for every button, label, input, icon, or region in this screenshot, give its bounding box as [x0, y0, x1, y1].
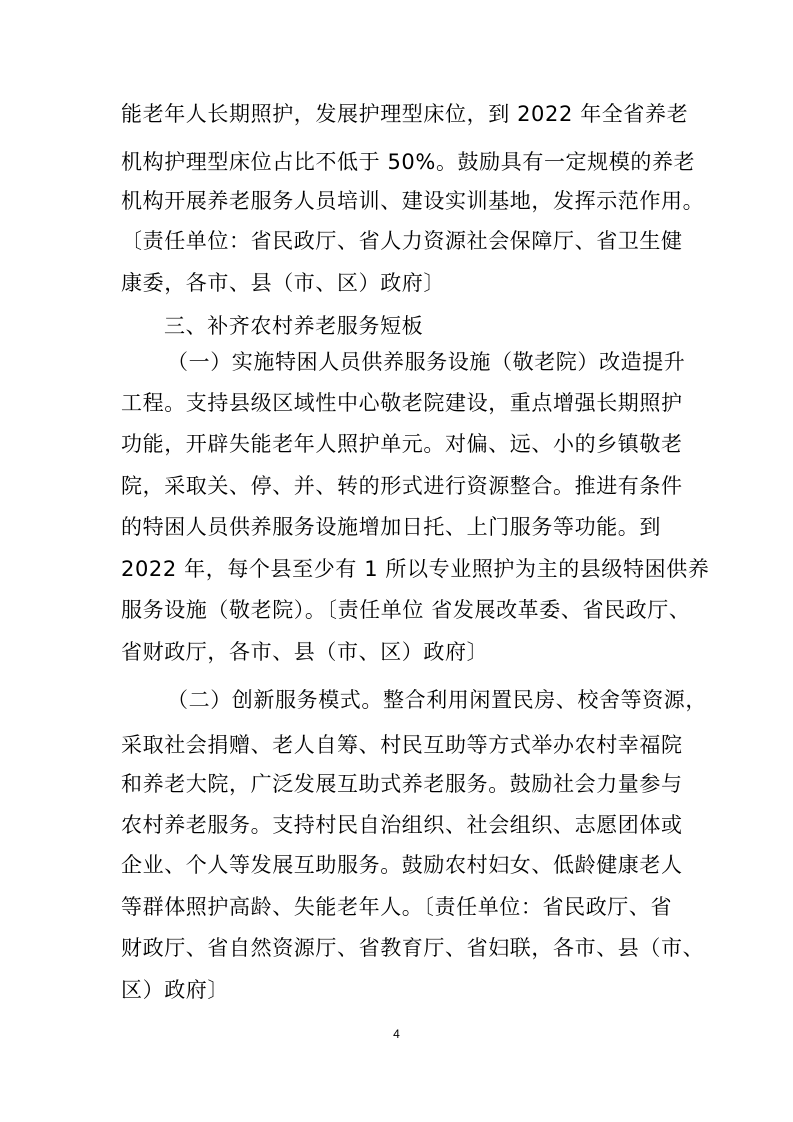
- paragraph-1-line-8: 省财政厅，各市、县（市、区）政府〕: [121, 640, 489, 664]
- paragraph-2-line-2: 采取社会捐赠、老人自筹、村民互助等方式举办农村幸福院: [121, 733, 683, 757]
- paragraph-1-line-3: 功能，开辟失能老年人照护单元。对偏、远、小的乡镇敬老: [121, 432, 683, 456]
- text-line-1: 能老年人长期照护，发展护理型床位，到 2022 年全省养老: [121, 102, 689, 126]
- text-line-3: 机构开展养老服务人员培训、建设实训基地，发挥示范作用。: [121, 189, 705, 213]
- paragraph-1-line-2: 工程。支持县级区域性中心敬老院建设，重点增强长期照护: [121, 391, 683, 415]
- paragraph-1-line-4: 院，采取关、停、并、转的形式进行资源整合。推进有条件: [121, 474, 683, 498]
- paragraph-1-line-1: （一）实施特困人员供养服务设施（敬老院）改造提升: [167, 350, 686, 374]
- paragraph-1-line-5: 的特困人员供养服务设施增加日托、上门服务等功能。到: [121, 515, 661, 539]
- paragraph-2-line-5: 企业、个人等发展互助服务。鼓励农村妇女、低龄健康老人: [121, 853, 683, 877]
- paragraph-2-line-1: （二）创新服务模式。整合利用闲置民房、校舍等资源，: [167, 688, 707, 712]
- text-line-4: 〔责任单位：省民政厅、省人力资源社会保障厅、省卫生健: [121, 229, 683, 253]
- paragraph-1-line-6: 2022 年，每个县至少有 1 所以专业照护为主的县级特困供养: [121, 557, 710, 581]
- text-line-2: 机构护理型床位占比不低于 50%。鼓励具有一定规模的养老: [121, 150, 696, 174]
- paragraph-2-line-4: 农村养老服务。支持村民自治组织、社会组织、志愿团体或: [121, 813, 683, 837]
- paragraph-1-line-7: 服务设施（敬老院）。〔责任单位 省发展改革委、省民政厅、: [121, 598, 691, 622]
- section-heading: 三、补齐农村养老服务短板: [164, 314, 424, 338]
- page-number: 4: [393, 1027, 400, 1041]
- paragraph-2-line-6: 等群体照护高龄、失能老年人。〔责任单位：省民政厅、省: [121, 895, 673, 919]
- paragraph-2-line-3: 和养老大院，广泛发展互助式养老服务。鼓励社会力量参与: [121, 772, 683, 796]
- paragraph-2-line-8: 区）政府〕: [121, 978, 229, 1002]
- paragraph-2-line-7: 财政厅、省自然资源厅、省教育厅、省妇联，各市、县（市、: [121, 936, 705, 960]
- text-line-5: 康委，各市、县（市、区）政府〕: [121, 271, 445, 295]
